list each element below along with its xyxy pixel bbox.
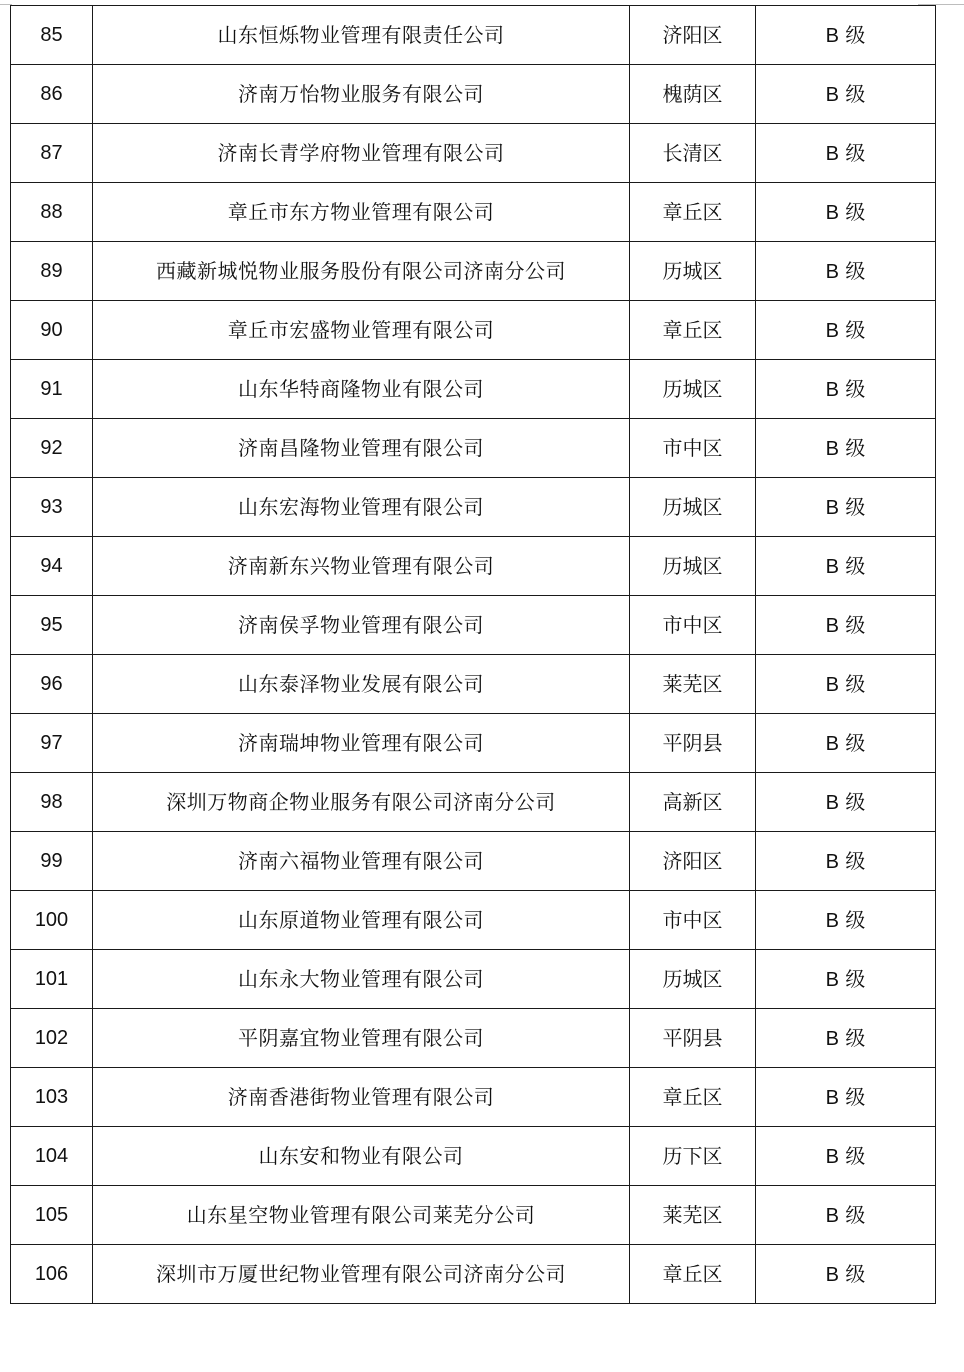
grade-cell	[756, 1186, 936, 1245]
grade-letter: B	[825, 142, 839, 165]
table-row	[11, 1186, 936, 1245]
grade-suffix: 级	[845, 22, 866, 47]
row-number-cell: 85	[11, 6, 93, 65]
district-cell: 章丘区	[630, 301, 756, 360]
district-cell: 市中区	[630, 596, 756, 655]
grade-letter: B	[825, 1086, 839, 1109]
table-body	[11, 6, 936, 1304]
table-row	[11, 1068, 936, 1127]
grade-cell	[756, 478, 936, 537]
company-name-cell: 山东安和物业有限公司	[93, 1127, 630, 1186]
grade-letter: B	[825, 850, 839, 873]
grade-suffix: 级	[845, 81, 866, 106]
row-number-cell: 106	[11, 1245, 93, 1304]
grade-letter: B	[825, 24, 839, 47]
district-cell: 章丘区	[630, 1245, 756, 1304]
table-row	[11, 1009, 936, 1068]
grade-cell	[756, 596, 936, 655]
grade-letter: B	[825, 83, 839, 106]
company-rating-table	[10, 5, 936, 1304]
row-number-cell: 94	[11, 537, 93, 596]
district-cell: 平阴县	[630, 714, 756, 773]
company-name-cell: 济南昌隆物业管理有限公司	[93, 419, 630, 478]
grade-suffix: 级	[845, 730, 866, 755]
grade-letter: B	[825, 555, 839, 578]
district-cell: 济阳区	[630, 6, 756, 65]
table-row	[11, 183, 936, 242]
district-cell: 济阳区	[630, 832, 756, 891]
grade-letter: B	[825, 319, 839, 342]
row-number-cell: 96	[11, 655, 93, 714]
company-name-cell: 山东原道物业管理有限公司	[93, 891, 630, 950]
table-row	[11, 950, 936, 1009]
grade-suffix: 级	[845, 140, 866, 165]
grade-cell	[756, 183, 936, 242]
company-name-cell: 深圳市万厦世纪物业管理有限公司济南分公司	[93, 1245, 630, 1304]
grade-cell	[756, 6, 936, 65]
company-name-cell: 深圳万物商企物业服务有限公司济南分公司	[93, 773, 630, 832]
grade-letter: B	[825, 437, 839, 460]
district-cell: 历下区	[630, 1127, 756, 1186]
table-row	[11, 6, 936, 65]
table-row	[11, 832, 936, 891]
company-name-cell: 山东宏海物业管理有限公司	[93, 478, 630, 537]
district-cell: 市中区	[630, 419, 756, 478]
grade-suffix: 级	[845, 553, 866, 578]
grade-cell	[756, 242, 936, 301]
grade-cell	[756, 1245, 936, 1304]
district-cell: 历城区	[630, 537, 756, 596]
table-row	[11, 301, 936, 360]
row-number-cell: 105	[11, 1186, 93, 1245]
row-number-cell: 86	[11, 65, 93, 124]
company-name-cell: 山东华特商隆物业有限公司	[93, 360, 630, 419]
grade-letter: B	[825, 1263, 839, 1286]
grade-cell	[756, 65, 936, 124]
grade-cell	[756, 419, 936, 478]
table-row	[11, 655, 936, 714]
grade-letter: B	[825, 968, 839, 991]
grade-cell	[756, 1068, 936, 1127]
district-cell: 历城区	[630, 478, 756, 537]
table-row	[11, 773, 936, 832]
company-name-cell: 西藏新城悦物业服务股份有限公司济南分公司	[93, 242, 630, 301]
grade-suffix: 级	[845, 258, 866, 283]
row-number-cell: 104	[11, 1127, 93, 1186]
grade-suffix: 级	[845, 966, 866, 991]
table-row	[11, 537, 936, 596]
company-name-cell: 章丘市宏盛物业管理有限公司	[93, 301, 630, 360]
grade-suffix: 级	[845, 671, 866, 696]
grade-suffix: 级	[845, 199, 866, 224]
row-number-cell: 99	[11, 832, 93, 891]
grade-letter: B	[825, 201, 839, 224]
grade-letter: B	[825, 1204, 839, 1227]
grade-suffix: 级	[845, 435, 866, 460]
district-cell: 历城区	[630, 242, 756, 301]
district-cell: 槐荫区	[630, 65, 756, 124]
grade-letter: B	[825, 260, 839, 283]
row-number-cell: 93	[11, 478, 93, 537]
grade-suffix: 级	[845, 494, 866, 519]
company-name-cell: 山东恒烁物业管理有限责任公司	[93, 6, 630, 65]
company-name-cell: 章丘市东方物业管理有限公司	[93, 183, 630, 242]
table-row	[11, 419, 936, 478]
grade-letter: B	[825, 791, 839, 814]
grade-suffix: 级	[845, 1143, 866, 1168]
grade-cell	[756, 537, 936, 596]
company-name-cell: 山东泰泽物业发展有限公司	[93, 655, 630, 714]
district-cell: 市中区	[630, 891, 756, 950]
row-number-cell: 88	[11, 183, 93, 242]
table-row	[11, 478, 936, 537]
company-name-cell: 山东星空物业管理有限公司莱芜分公司	[93, 1186, 630, 1245]
grade-cell	[756, 1009, 936, 1068]
grade-cell	[756, 655, 936, 714]
company-name-cell: 济南香港街物业管理有限公司	[93, 1068, 630, 1127]
table-row	[11, 891, 936, 950]
company-name-cell: 山东永大物业管理有限公司	[93, 950, 630, 1009]
company-name-cell: 济南瑞坤物业管理有限公司	[93, 714, 630, 773]
grade-suffix: 级	[845, 1025, 866, 1050]
row-number-cell: 102	[11, 1009, 93, 1068]
grade-suffix: 级	[845, 848, 866, 873]
grade-suffix: 级	[845, 317, 866, 342]
district-cell: 长清区	[630, 124, 756, 183]
row-number-cell: 95	[11, 596, 93, 655]
company-name-cell: 济南新东兴物业管理有限公司	[93, 537, 630, 596]
grade-suffix: 级	[845, 1261, 866, 1286]
grade-suffix: 级	[845, 907, 866, 932]
grade-cell	[756, 832, 936, 891]
row-number-cell: 90	[11, 301, 93, 360]
grade-cell	[756, 891, 936, 950]
grade-letter: B	[825, 1145, 839, 1168]
grade-letter: B	[825, 673, 839, 696]
row-number-cell: 100	[11, 891, 93, 950]
grade-suffix: 级	[845, 1084, 866, 1109]
district-cell: 莱芜区	[630, 655, 756, 714]
grade-letter: B	[825, 614, 839, 637]
row-number-cell: 87	[11, 124, 93, 183]
district-cell: 莱芜区	[630, 1186, 756, 1245]
grade-cell	[756, 301, 936, 360]
grade-cell	[756, 124, 936, 183]
row-number-cell: 103	[11, 1068, 93, 1127]
table-row	[11, 1245, 936, 1304]
grade-suffix: 级	[845, 789, 866, 814]
company-name-cell: 济南长青学府物业管理有限公司	[93, 124, 630, 183]
company-name-cell: 济南六福物业管理有限公司	[93, 832, 630, 891]
district-cell: 平阴县	[630, 1009, 756, 1068]
row-number-cell: 92	[11, 419, 93, 478]
company-name-cell: 平阴嘉宜物业管理有限公司	[93, 1009, 630, 1068]
grade-letter: B	[825, 1027, 839, 1050]
table-row	[11, 65, 936, 124]
grade-letter: B	[825, 732, 839, 755]
row-number-cell: 97	[11, 714, 93, 773]
grade-letter: B	[825, 378, 839, 401]
company-name-cell: 济南侯孚物业管理有限公司	[93, 596, 630, 655]
grade-cell	[756, 360, 936, 419]
table-row	[11, 360, 936, 419]
grade-suffix: 级	[845, 1202, 866, 1227]
district-cell: 章丘区	[630, 183, 756, 242]
grade-cell	[756, 1127, 936, 1186]
table-row	[11, 1127, 936, 1186]
district-cell: 历城区	[630, 360, 756, 419]
row-number-cell: 101	[11, 950, 93, 1009]
table-row	[11, 242, 936, 301]
grade-suffix: 级	[845, 376, 866, 401]
table-row	[11, 596, 936, 655]
grade-cell	[756, 773, 936, 832]
row-number-cell: 91	[11, 360, 93, 419]
grade-letter: B	[825, 496, 839, 519]
row-number-cell: 89	[11, 242, 93, 301]
table-row	[11, 714, 936, 773]
company-name-cell: 济南万怡物业服务有限公司	[93, 65, 630, 124]
grade-cell	[756, 950, 936, 1009]
table-row	[11, 124, 936, 183]
grade-suffix: 级	[845, 612, 866, 637]
district-cell: 历城区	[630, 950, 756, 1009]
district-cell: 高新区	[630, 773, 756, 832]
grade-cell	[756, 714, 936, 773]
district-cell: 章丘区	[630, 1068, 756, 1127]
grade-letter: B	[825, 909, 839, 932]
row-number-cell: 98	[11, 773, 93, 832]
